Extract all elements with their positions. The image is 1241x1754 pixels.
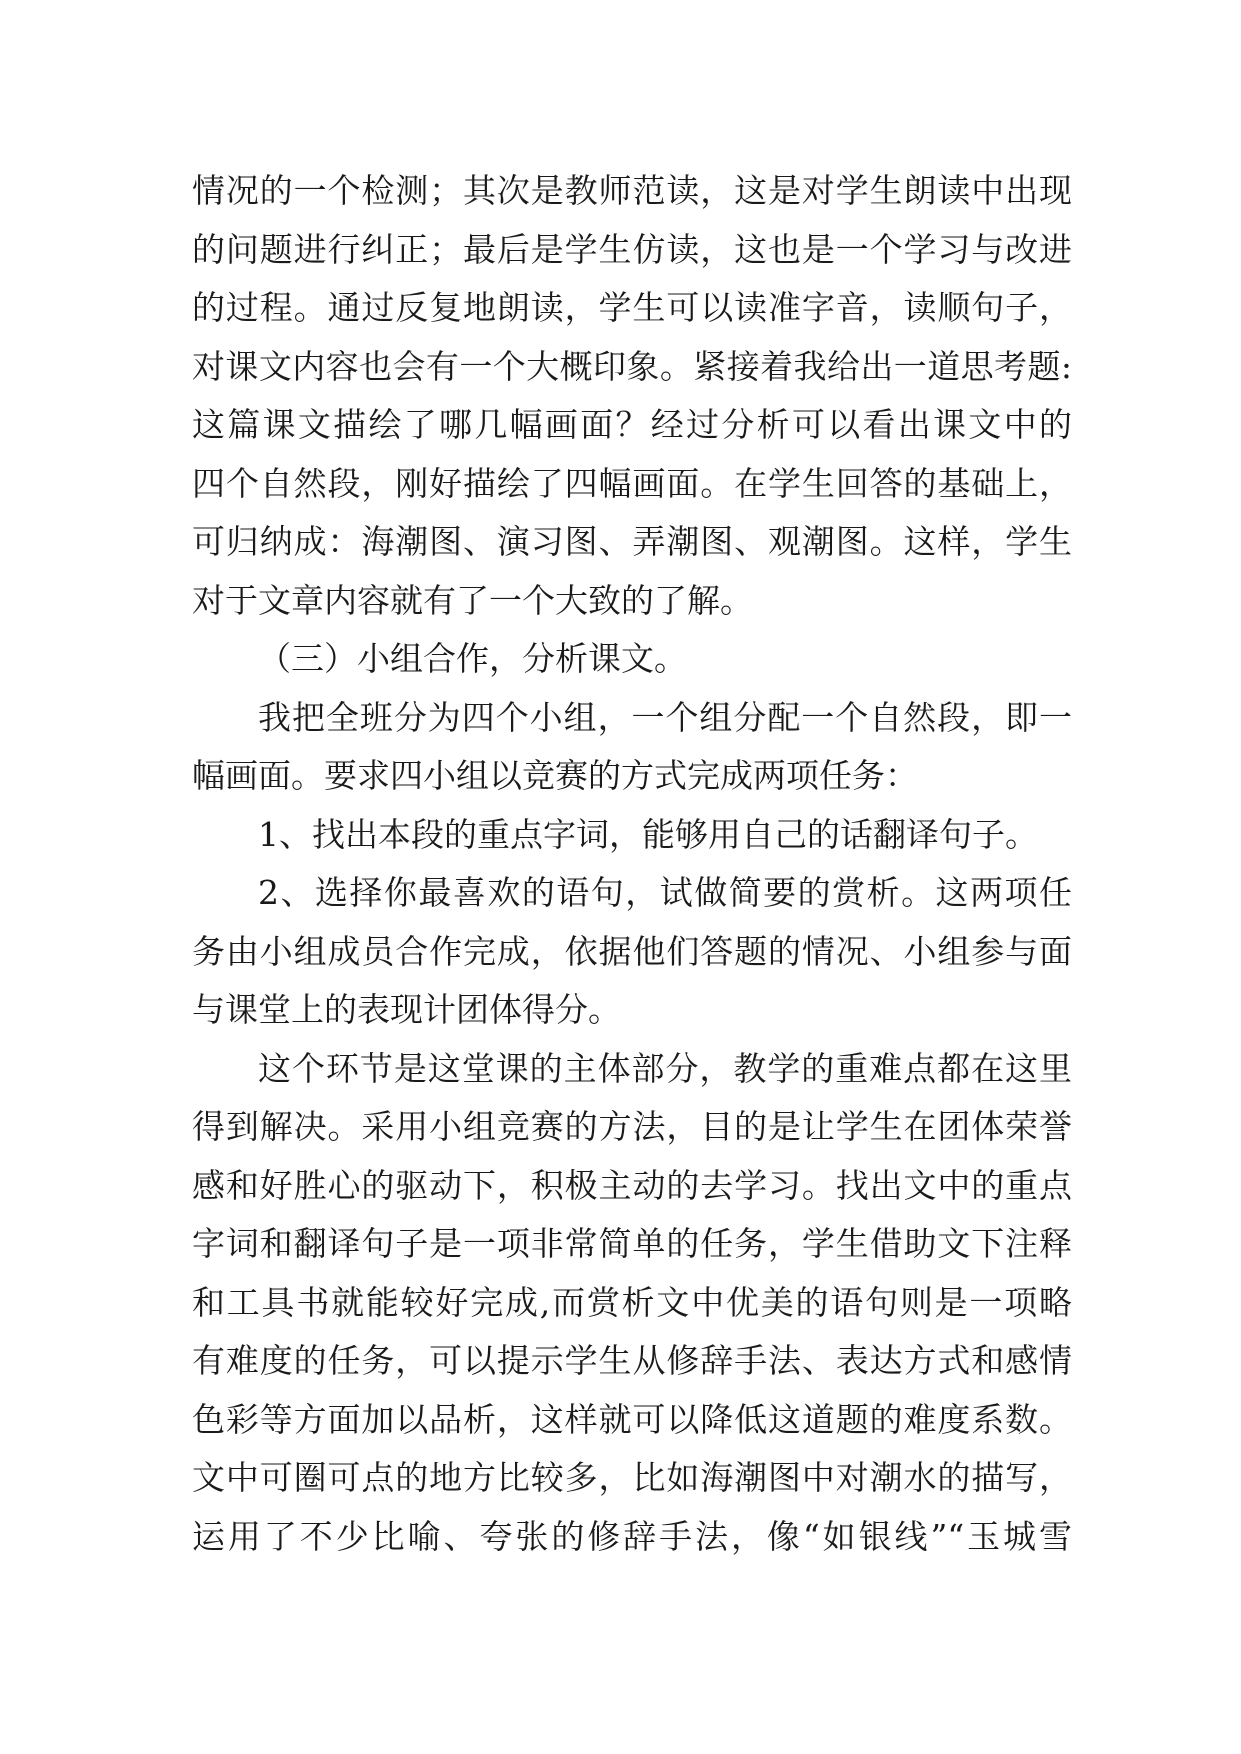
section-heading: （三）小组合作，分析课文。 <box>258 639 687 678</box>
text-line: 四个自然段，刚好描绘了四幅画面。在学生回答的基础上， <box>192 463 1072 503</box>
text-line: 可归纳成：海潮图、演习图、弄潮图、观潮图。这样，学生 <box>192 522 1072 561</box>
text-line: 感和好胜心的驱动下，积极主动的去学习。找出文中的重点 <box>192 1165 1072 1205</box>
text-line: 情况的一个检测；其次是教师范读，这是对学生朗读中出现 <box>192 171 1072 210</box>
text-line: 对于文章内容就有了一个大致的了解。 <box>192 580 753 620</box>
text-line: 的过程。通过反复地朗读，学生可以读准字音，读顺句子， <box>192 288 1072 327</box>
text-line: 的问题进行纠正；最后是学生仿读，这也是一个学习与改进 <box>192 229 1072 269</box>
document-body <box>192 162 1072 1566</box>
text-line: 色彩等方面加以品析，这样就可以降低这道题的难度系数。 <box>192 1399 1072 1439</box>
text-line: 这篇课文描绘了哪几幅画面？经过分析可以看出课文中的 <box>192 405 1072 444</box>
text-line: 与课堂上的表现计团体得分。 <box>192 990 621 1029</box>
text-line: 得到解决。采用小组竞赛的方法，目的是让学生在团体荣誉 <box>192 1107 1072 1146</box>
text-line: 我把全班分为四个小组，一个组分配一个自然段，即一 <box>258 697 1072 737</box>
text-line: 务由小组成员合作完成，依据他们答题的情况、小组参与面 <box>192 931 1072 971</box>
text-line: 字词和翻译句子是一项非常简单的任务，学生借助文下注释 <box>192 1224 1072 1263</box>
list-item: 1、找出本段的重点字词，能够用自己的话翻译句子。 <box>258 814 1038 854</box>
text-line: 有难度的任务，可以提示学生从修辞手法、表达方式和感情 <box>192 1341 1072 1380</box>
text-line: 这个环节是这堂课的主体部分，教学的重难点都在这里 <box>258 1048 1072 1088</box>
text-line: 运用了不少比喻、夸张的修辞手法，像“如银线”“玉城雪 <box>192 1516 1072 1556</box>
text-line: 幅画面。要求四小组以竞赛的方式完成两项任务： <box>192 756 918 795</box>
text-line: 文中可圈可点的地方比较多，比如海潮图中对潮水的描写， <box>192 1458 1072 1497</box>
text-line: 对课文内容也会有一个大概印象。紧接着我给出一道思考题: <box>192 346 1072 386</box>
text-line: 和工具书就能较好完成,而赏析文中优美的语句则是一项略 <box>192 1282 1072 1322</box>
list-item: 2、选择你最喜欢的语句，试做简要的赏析。这两项任 <box>258 873 1072 912</box>
